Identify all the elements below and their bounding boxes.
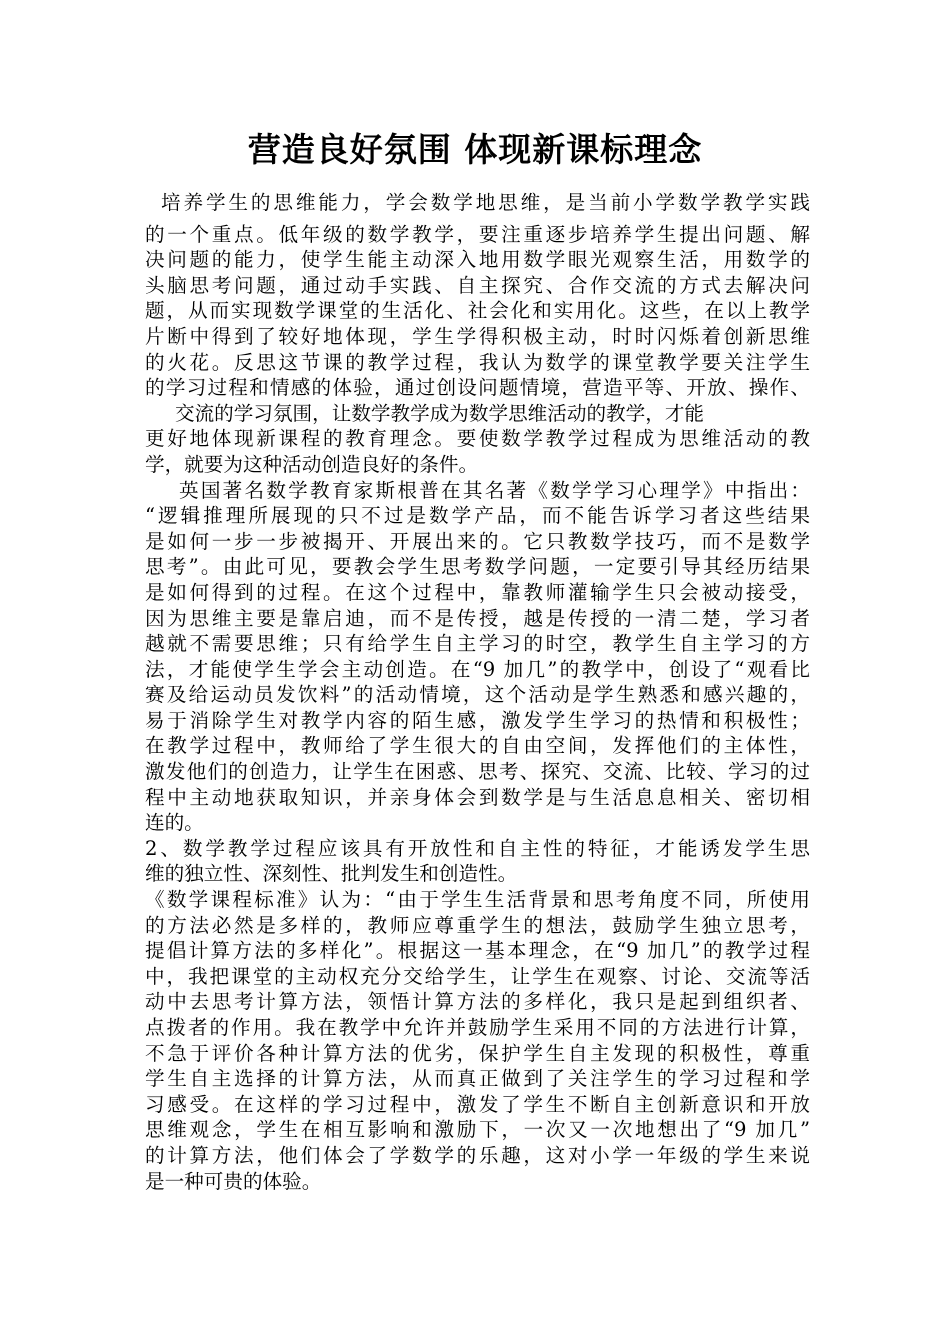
text-line: 激发他们的创造力，让学生在困惑、思考、探究、交流、比较、学习的过 <box>145 760 810 784</box>
text-line: 的学习过程和情感的体验，通过创设问题情境，营造平等、开放、操作、 <box>145 376 810 400</box>
text-line: 是如何一步一步被揭开、开展出来的。它只教数学技巧，而不是数学 <box>145 529 810 553</box>
text-line: 《数学课程标准》认为：“由于学生生活背景和思考角度不同，所使用 <box>145 888 810 912</box>
text-line: 提倡计算方法的多样化”。根据这一基本理念，在“9 加几”的教学过程 <box>145 939 810 963</box>
text-line: 法，才能使学生学会主动创造。在“9 加几”的教学中，创设了“观看比 <box>145 657 810 681</box>
document-body <box>145 190 810 1194</box>
text-line: 赛及给运动员发饮料”的活动情境，这个活动是学生熟悉和感兴趣的， <box>145 683 810 707</box>
text-line: “逻辑推理所展现的只不过是数学产品，而不能告诉学习者这些结果 <box>145 504 810 528</box>
text-line: 因为思维主要是靠启迪，而不是传授，越是传授的一清二楚，学习者 <box>145 606 810 630</box>
text-line: 学，就要为这种活动创造良好的条件。 <box>145 452 479 476</box>
text-line: 程中主动地获取知识，并亲身体会到数学是与生活息息相关、密切相 <box>145 785 810 809</box>
text-line: 中，我把课堂的主动权充分交给学生，让学生在观察、讨论、交流等活 <box>145 964 810 988</box>
text-line: 决问题的能力，使学生能主动深入地用数学眼光观察生活，用数学的 <box>145 248 810 272</box>
text-line: 是一种可贵的体验。 <box>145 1169 322 1193</box>
text-line: 交流的学习氛围，让数学教学成为数学思维活动的教学，才能 <box>175 401 705 425</box>
text-line: 片断中得到了较好地体现，学生学得积极主动，时时闪烁着创新思维 <box>145 324 810 348</box>
text-line: 2、数学教学过程应该具有开放性和自主性的特征，才能诱发学生思 <box>145 836 810 860</box>
text-line: 的方法必然是多样的，教师应尊重学生的想法，鼓励学生独立思考， <box>145 913 810 937</box>
text-line: 的火花。反思这节课的教学过程，我认为数学的课堂教学要关注学生 <box>145 350 810 374</box>
text-line: 思维观念，学生在相互影响和激励下，一次又一次地想出了“9 加几” <box>145 1118 810 1142</box>
text-line: 英国著名数学教育家斯根普在其名著《数学学习心理学》中指出： <box>179 478 810 502</box>
text-line: 更好地体现新课程的教育理念。要使数学教学过程成为思维活动的教 <box>145 427 810 451</box>
text-line: 题，从而实现数学课堂的生活化、社会化和实用化。这些，在以上教学 <box>145 299 810 323</box>
text-line: 学生自主选择的计算方法，从而真正做到了关注学生的学习过程和学 <box>145 1067 810 1091</box>
text-line: 习感受。在这样的学习过程中，激发了学生不断自主创新意识和开放 <box>145 1092 810 1116</box>
text-line: 思考”。由此可见，要教会学生思考数学问题，一定要引导其经历结果 <box>145 555 810 579</box>
text-line: 动中去思考计算方法，领悟计算方法的多样化，我只是起到组织者、 <box>145 990 810 1014</box>
document-title: 营造良好氛围 体现新课标理念 <box>247 130 703 169</box>
text-line: 培养学生的思维能力，学会数学地思维，是当前小学数学教学实践 <box>161 191 810 214</box>
text-line: 点拨者的作用。我在教学中允许并鼓励学生采用不同的方法进行计算， <box>145 1016 810 1039</box>
text-line: 不急于评价各种计算方法的优劣，保护学生自主发现的积极性，尊重 <box>145 1041 810 1065</box>
text-line: 头脑思考问题，通过动手实践、自主探究、合作交流的方式去解决问 <box>145 273 810 297</box>
text-line: 是如何得到的过程。在这个过程中，靠教师灌输学生只会被动接受， <box>145 580 810 604</box>
text-line: 的计算方法，他们体会了学数学的乐趣，这对小学一年级的学生来说 <box>145 1143 810 1167</box>
text-line: 在教学过程中，教师给了学生很大的自由空间，发挥他们的主体性， <box>145 734 810 758</box>
text-line: 易于消除学生对教学内容的陌生感，激发学生学习的热情和积极性； <box>145 708 810 732</box>
text-line: 的一个重点。低年级的数学教学，要注重逐步培养学生提出问题、解 <box>145 222 810 246</box>
text-line: 连的。 <box>145 811 204 835</box>
text-line: 越就不需要思维；只有给学生自主学习的时空，教学生自主学习的方 <box>145 632 810 656</box>
text-line: 维的独立性、深刻性、批判发生和创造性。 <box>145 862 518 886</box>
